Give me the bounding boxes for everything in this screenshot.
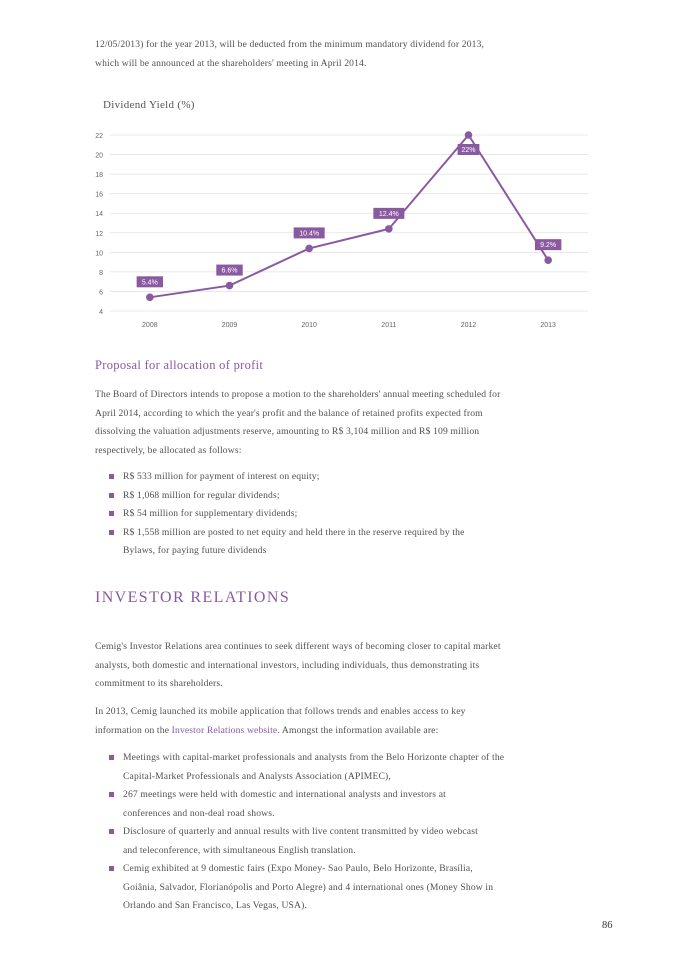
paragraph-text: In 2013, Cemig launched its mobile application that follows trends and enables access to key information on the <box>95 706 466 736</box>
list-item <box>95 505 505 524</box>
y-tick-label: 8 <box>99 269 103 277</box>
data-label: 10.4% <box>299 230 320 238</box>
y-tick-label: 20 <box>95 152 103 160</box>
y-tick-label: 12 <box>95 230 103 238</box>
bullet-square-icon <box>109 530 114 535</box>
investor-paragraph-1: Cemig's Investor Relations area continues to seek different ways of becoming closer to capital market analysts, both domestic and international investors, including individuals, thus demonstrating its commitment to its shareholders. <box>95 641 501 689</box>
list-item <box>95 524 505 561</box>
x-tick-label: 2013 <box>540 322 556 329</box>
list-item-text: Meetings with capital-market professionals and analysts from the Belo Horizonte chapter of the Capital-Market Professionals and Analysts Association (APIMEC), <box>123 752 505 782</box>
dividend-yield-chart <box>88 124 598 334</box>
bullet-square-icon <box>109 493 114 498</box>
investor-relations-website-link[interactable]: Investor Relations website <box>171 724 278 736</box>
list-item <box>95 786 505 823</box>
y-tick-label: 14 <box>95 211 103 219</box>
list-item <box>95 823 505 860</box>
list-item-text: R$ 1,068 million for regular dividends; <box>123 489 280 501</box>
data-label: 22% <box>461 147 476 154</box>
intro-line: 12/05/2013) for the year 2013, will be deducted from the minimum mandatory dividend for 2013, <box>95 39 485 50</box>
list-item-text: R$ 533 million for payment of interest on equity; <box>123 471 320 482</box>
bullet-square-icon <box>109 474 114 479</box>
list-item-text: Cemig exhibited at 9 domestic fairs (Expo Money- Sao Paulo, Belo Horizonte, Brasília, Goiânia, Salvador, Florianópolis and Porto Alegre) and 4 international ones (Money Show in Orlando and San Francisco, Las Vegas, USA). <box>123 863 494 911</box>
y-tick-label: 10 <box>95 250 103 258</box>
list-item <box>95 487 505 506</box>
chart-title: Dividend Yield (%) <box>103 99 195 111</box>
bullet-square-icon <box>109 755 114 760</box>
list-item <box>95 860 505 916</box>
data-label: 5.4% <box>141 279 158 287</box>
data-point <box>465 131 473 139</box>
data-point <box>544 256 552 264</box>
list-item-text: Disclosure of quarterly and annual results with live content transmitted by video webcast and teleconference, with simultaneous English translation. <box>123 826 478 856</box>
list-item-text: 267 meetings were held with domestic and international analysts and investors at conferences and non-deal road shows. <box>123 789 446 819</box>
list-item-text: R$ 1,558 million are posted to net equity and held there in the reserve required by the Bylaws, for paying future dividends <box>123 526 465 556</box>
y-tick-label: 4 <box>99 309 103 316</box>
x-tick-label: 2009 <box>221 322 238 329</box>
x-tick-label: 2012 <box>460 322 477 329</box>
y-tick-label: 18 <box>95 172 103 180</box>
allocation-list <box>95 468 505 561</box>
allocation-paragraph: The Board of Directors intends to propose a motion to the shareholders' annual meeting scheduled for April 2014, according to which the year's profit and the balance of retained profits expected from dissolving the valuation adjustments reserve, amounting to R$ 3,104 million and R$ 109 million respectively, be allocated as follows: <box>95 389 501 456</box>
list-item <box>95 749 505 786</box>
data-point <box>146 294 154 302</box>
y-tick-label: 22 <box>95 133 103 140</box>
data-point <box>305 245 313 253</box>
bullet-square-icon <box>109 866 114 871</box>
y-tick-label: 16 <box>95 191 103 199</box>
data-label: 12.4% <box>378 210 399 218</box>
bullet-square-icon <box>109 511 114 516</box>
investor-list <box>95 749 505 916</box>
intro-paragraph <box>95 36 505 73</box>
x-tick-label: 2011 <box>381 322 397 329</box>
x-tick-label: 2010 <box>301 322 317 329</box>
investor-relations-heading: INVESTOR RELATIONS <box>95 589 291 606</box>
bullet-square-icon <box>109 792 114 797</box>
x-tick-label: 2008 <box>142 322 158 329</box>
intro-line: which will be announced at the shareholders' meeting in April 2014. <box>95 57 367 69</box>
y-tick-label: 6 <box>99 289 103 297</box>
list-item-text: R$ 54 million for supplementary dividends; <box>123 508 298 519</box>
investor-paragraph-2 <box>95 703 505 740</box>
data-point <box>226 282 234 290</box>
series-line <box>150 135 548 297</box>
allocation-heading: Proposal for allocation of profit <box>95 358 264 372</box>
data-point <box>385 225 393 233</box>
list-item <box>95 468 505 487</box>
bullet-square-icon <box>109 829 114 834</box>
paragraph-text: . Amongst the information available are: <box>277 724 439 736</box>
page-number: 86 <box>602 920 613 931</box>
data-label: 6.6% <box>221 267 238 275</box>
data-label: 9.2% <box>540 242 557 250</box>
